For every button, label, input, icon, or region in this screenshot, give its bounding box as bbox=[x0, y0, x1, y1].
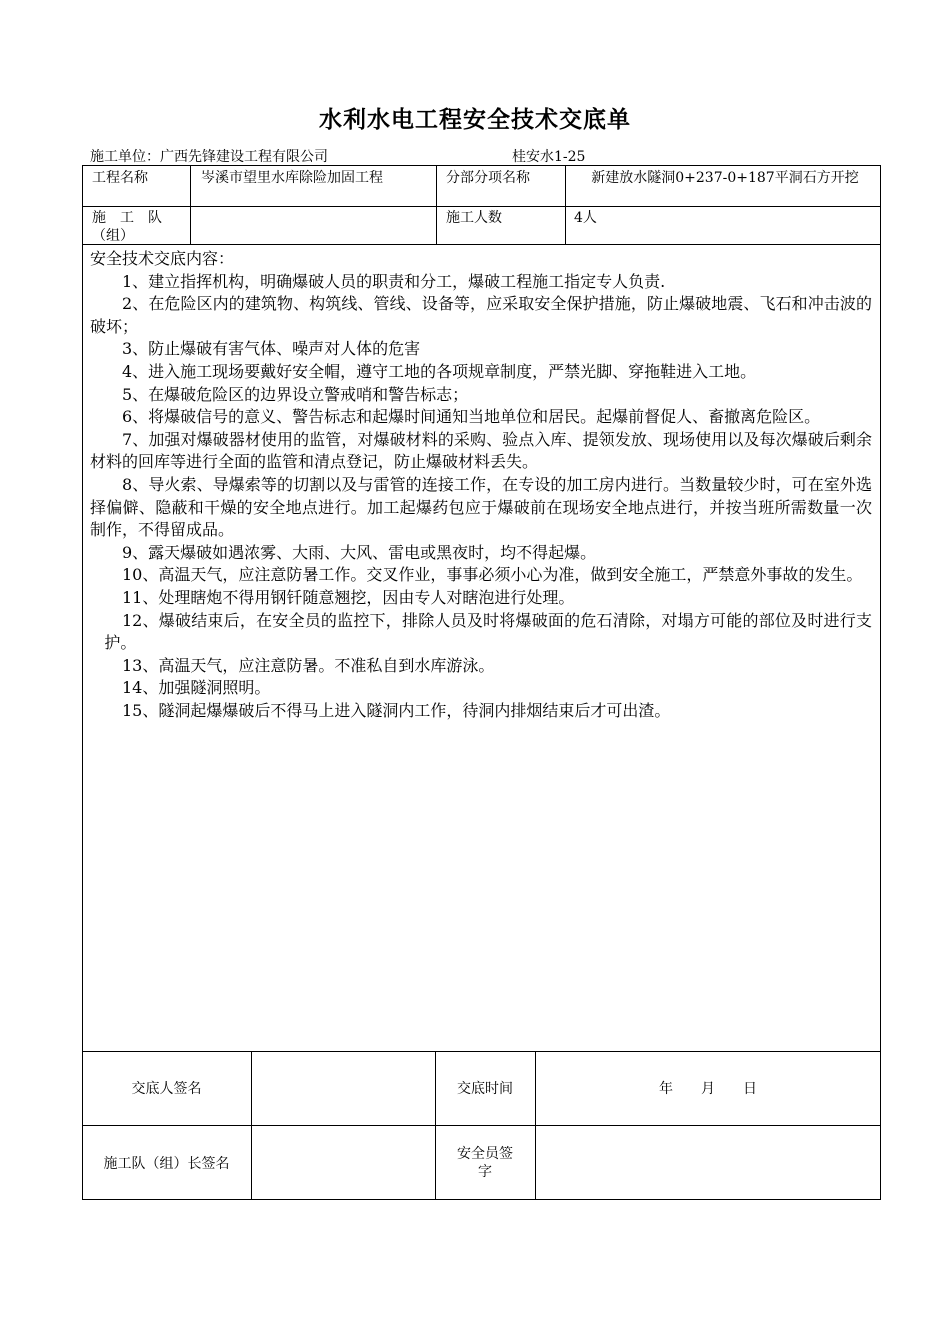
column-divider bbox=[190, 165, 191, 244]
content-item: 7、加强对爆破器材使用的监管，对爆破材料的采购、验点入库、提领发放、现场使用以及每次爆破后剩余材料的回库等进行全面的监管和清点登记，防止爆破材料丢失。 bbox=[90, 429, 872, 472]
presenter-signature-label: 交底人签名 bbox=[131, 1081, 202, 1097]
safety-officer-label: 安全员签 bbox=[457, 1146, 513, 1162]
column-divider bbox=[565, 165, 566, 244]
briefing-time-label: 交底时间 bbox=[457, 1081, 513, 1097]
content-item: 10、高温天气，应注意防暑工作。交叉作业，事事必须小心为准，做到安全施工，严禁意外事故的发生。 bbox=[122, 565, 863, 585]
project-name-label: 工程名称 bbox=[92, 170, 148, 186]
document-number: 桂安水1-25 bbox=[512, 149, 586, 165]
subproject-label: 分部分项名称 bbox=[446, 170, 530, 186]
content-item: 4、进入施工现场要戴好安全帽，遵守工地的各项规章制度，严禁光脚、穿拖鞋进入工地。 bbox=[122, 361, 757, 381]
content-item: 8、导火索、导爆索等的切割以及与雷管的连接工作，在专设的加工房内进行。当数量较少时，可在室外选择偏僻、隐蔽和干燥的安全地点进行。加工起爆药包应于爆破前在现场安全地点进行，并按当班所需数量一次制作，不得留成品。 bbox=[90, 474, 872, 540]
workers-label: 施工人数 bbox=[446, 210, 502, 226]
content-item: 15、隧洞起爆爆破后不得马上进入隧洞内工作，待洞内排烟结束后才可出渣。 bbox=[122, 700, 671, 720]
safety-content bbox=[90, 248, 872, 722]
content-heading: 安全技术交底内容： bbox=[90, 249, 235, 268]
content-item: 5、在爆破危险区的边界设立警戒哨和警告标志； bbox=[122, 384, 469, 404]
team-label-suffix: （组） bbox=[92, 228, 134, 244]
content-item: 11、处理瞎炮不得用钢钎随意翘挖，因由专人对瞎泡进行处理。 bbox=[122, 587, 575, 607]
column-divider bbox=[251, 1051, 252, 1200]
construction-unit: 施工单位：广西先锋建设工程有限公司 bbox=[90, 149, 328, 165]
content-item: 2、在危险区内的建筑物、构筑线、管线、设备等，应采取安全保护措施，防止爆破地震、飞石和冲击波的破坏； bbox=[90, 294, 872, 336]
content-item: 1、建立指挥机构，明确爆破人员的职责和分工，爆破工程施工指定专人负责. bbox=[122, 271, 666, 291]
team-leader-signature-label: 施工队（组）长签名 bbox=[103, 1156, 230, 1172]
content-item: 3、防止爆破有害气体、噪声对人体的危害 bbox=[122, 339, 421, 359]
content-item: 9、露天爆破如遇浓雾、大雨、大风、雷电或黑夜时，均不得起爆。 bbox=[122, 542, 597, 562]
row-divider bbox=[82, 206, 881, 207]
workers-value: 4人 bbox=[574, 210, 597, 226]
project-name-value: 岑溪市望里水库除险加固工程 bbox=[201, 170, 383, 186]
content-item: 6、将爆破信号的意义、警告标志和起爆时间通知当地单位和居民。起爆前督促人、畜撤离危险区。 bbox=[122, 407, 821, 427]
column-divider bbox=[535, 1051, 536, 1200]
row-divider bbox=[82, 1125, 881, 1126]
content-item: 14、加强隧洞照明。 bbox=[122, 678, 271, 698]
page-title: 水利水电工程安全技术交底单 bbox=[319, 107, 631, 133]
briefing-time-value[interactable]: 年 月 日 bbox=[659, 1081, 757, 1097]
content-item: 12、爆破结束后，在安全员的监控下，排除人员及时将爆破面的危石清除，对塌方可能的部位及时进行支护。 bbox=[104, 610, 872, 653]
team-label: 施 工 队 bbox=[92, 210, 162, 226]
row-divider bbox=[82, 1051, 881, 1052]
row-divider bbox=[82, 244, 881, 245]
subproject-value: 新建放水隧洞0+237-0+187平洞石方开挖 bbox=[591, 170, 859, 186]
content-item: 13、高温天气，应注意防暑。不准私自到水库游泳。 bbox=[122, 655, 495, 675]
safety-officer-label-suffix: 字 bbox=[478, 1164, 492, 1180]
column-divider bbox=[436, 165, 437, 244]
